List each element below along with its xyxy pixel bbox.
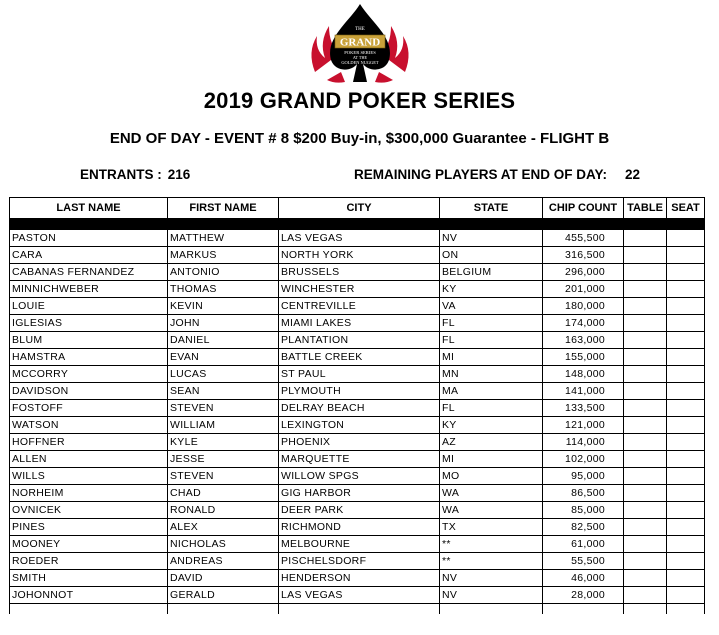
table-row xyxy=(10,451,705,468)
cell-seat xyxy=(667,417,705,434)
cell-seat xyxy=(667,570,705,587)
cell-table xyxy=(624,570,667,587)
cell-first-name: RONALD xyxy=(168,502,279,519)
table-row xyxy=(10,247,705,264)
table-row xyxy=(10,281,705,298)
cell-city: GIG HARBOR xyxy=(279,485,440,502)
cell-seat xyxy=(667,434,705,451)
cell-last-name: FOSTOFF xyxy=(10,400,168,417)
cell-seat xyxy=(667,485,705,502)
cell-first-name: ALEX xyxy=(168,519,279,536)
table-row xyxy=(10,434,705,451)
table-row xyxy=(10,400,705,417)
empty-cell xyxy=(543,604,624,615)
cell-last-name: CARA xyxy=(10,247,168,264)
cell-table xyxy=(624,298,667,315)
cell-chip-count: 61,000 xyxy=(543,536,624,553)
cell-city: PHOENIX xyxy=(279,434,440,451)
table-row xyxy=(10,519,705,536)
cell-chip-count: 174,000 xyxy=(543,315,624,332)
cell-chip-count: 316,500 xyxy=(543,247,624,264)
cell-state: MA xyxy=(440,383,543,400)
cell-first-name: ANDREAS xyxy=(168,553,279,570)
cell-table xyxy=(624,349,667,366)
cell-table xyxy=(624,315,667,332)
cell-seat xyxy=(667,451,705,468)
cell-table xyxy=(624,536,667,553)
table-row xyxy=(10,332,705,349)
logo-text-golden-nugget: GOLDEN NUGGET xyxy=(341,60,379,65)
cell-seat xyxy=(667,230,705,247)
table-row xyxy=(10,536,705,553)
cell-first-name: JOHN xyxy=(168,315,279,332)
remaining-label: REMAINING PLAYERS AT END OF DAY: xyxy=(354,167,608,182)
cell-chip-count: 82,500 xyxy=(543,519,624,536)
cell-city: WINCHESTER xyxy=(279,281,440,298)
cell-seat xyxy=(667,400,705,417)
cell-last-name: MINNICHWEBER xyxy=(10,281,168,298)
event-subtitle: END OF DAY - EVENT # 8 $200 Buy-in, $300,000 Guarantee - FLIGHT B xyxy=(109,130,610,147)
cell-last-name: LOUIE xyxy=(10,298,168,315)
cell-last-name: IGLESIAS xyxy=(10,315,168,332)
cell-city: RICHMOND xyxy=(279,519,440,536)
cell-table xyxy=(624,400,667,417)
table-row xyxy=(10,298,705,315)
cell-table xyxy=(624,451,667,468)
cell-chip-count: 455,500 xyxy=(543,230,624,247)
entrants-label: ENTRANTS : xyxy=(80,167,162,182)
header-state: STATE xyxy=(440,198,543,219)
cell-state: FL xyxy=(440,400,543,417)
cell-city: LAS VEGAS xyxy=(279,587,440,604)
cell-last-name: CABANAS FERNANDEZ xyxy=(10,264,168,281)
cell-seat xyxy=(667,315,705,332)
cell-city: LAS VEGAS xyxy=(279,230,440,247)
cell-first-name: JESSE xyxy=(168,451,279,468)
cell-city: ST PAUL xyxy=(279,366,440,383)
cell-chip-count: 95,000 xyxy=(543,468,624,485)
cell-last-name: SMITH xyxy=(10,570,168,587)
cell-chip-count: 180,000 xyxy=(543,298,624,315)
cell-state: AZ xyxy=(440,434,543,451)
cell-last-name: HAMSTRA xyxy=(10,349,168,366)
cell-last-name: HOFFNER xyxy=(10,434,168,451)
table-row xyxy=(10,587,705,604)
header-divider-bar xyxy=(10,219,705,230)
cell-seat xyxy=(667,298,705,315)
empty-cell xyxy=(667,604,705,615)
cell-state: ** xyxy=(440,536,543,553)
cell-chip-count: 121,000 xyxy=(543,417,624,434)
cell-city: MARQUETTE xyxy=(279,451,440,468)
table-row xyxy=(10,570,705,587)
cell-first-name: SEAN xyxy=(168,383,279,400)
cell-first-name: STEVEN xyxy=(168,400,279,417)
cell-seat xyxy=(667,536,705,553)
cell-state: KY xyxy=(440,281,543,298)
table-row-empty xyxy=(10,604,705,615)
cell-table xyxy=(624,332,667,349)
cell-state: KY xyxy=(440,417,543,434)
cell-city: LEXINGTON xyxy=(279,417,440,434)
cell-first-name: DANIEL xyxy=(168,332,279,349)
cell-seat xyxy=(667,553,705,570)
cell-city: CENTREVILLE xyxy=(279,298,440,315)
cell-table xyxy=(624,383,667,400)
cell-state: TX xyxy=(440,519,543,536)
cell-city: PLYMOUTH xyxy=(279,383,440,400)
cell-state: VA xyxy=(440,298,543,315)
cell-city: WILLOW SPGS xyxy=(279,468,440,485)
table-row xyxy=(10,502,705,519)
cell-state: FL xyxy=(440,332,543,349)
cell-seat xyxy=(667,281,705,298)
cell-last-name: WILLS xyxy=(10,468,168,485)
cell-first-name: CHAD xyxy=(168,485,279,502)
logo-text-grand: GRAND xyxy=(339,36,381,49)
cell-seat xyxy=(667,468,705,485)
table-row xyxy=(10,366,705,383)
cell-chip-count: 155,000 xyxy=(543,349,624,366)
cell-first-name: ANTONIO xyxy=(168,264,279,281)
cell-state: WA xyxy=(440,502,543,519)
cell-state: ON xyxy=(440,247,543,264)
table-row xyxy=(10,383,705,400)
cell-state: MN xyxy=(440,366,543,383)
empty-cell xyxy=(279,604,440,615)
cell-state: MI xyxy=(440,349,543,366)
cell-chip-count: 46,000 xyxy=(543,570,624,587)
cell-chip-count: 102,000 xyxy=(543,451,624,468)
cell-table xyxy=(624,519,667,536)
cell-last-name: JOHONNOT xyxy=(10,587,168,604)
cell-state: BELGIUM xyxy=(440,264,543,281)
page-title: 2019 GRAND POKER SERIES xyxy=(203,88,516,113)
cell-chip-count: 86,500 xyxy=(543,485,624,502)
cell-city: PISCHELSDORF xyxy=(279,553,440,570)
cell-city: MIAMI LAKES xyxy=(279,315,440,332)
cell-last-name: BLUM xyxy=(10,332,168,349)
cell-city: DEER PARK xyxy=(279,502,440,519)
remaining-value: 22 xyxy=(625,167,641,182)
cell-table xyxy=(624,247,667,264)
cell-seat xyxy=(667,349,705,366)
table-row xyxy=(10,417,705,434)
header-last-name: LAST NAME xyxy=(10,198,168,219)
cell-state: NV xyxy=(440,587,543,604)
cell-table xyxy=(624,587,667,604)
cell-table xyxy=(624,468,667,485)
cell-city: MELBOURNE xyxy=(279,536,440,553)
cell-seat xyxy=(667,383,705,400)
table-row xyxy=(10,264,705,281)
cell-table xyxy=(624,485,667,502)
cell-table xyxy=(624,264,667,281)
cell-last-name: PASTON xyxy=(10,230,168,247)
table-header-row xyxy=(10,198,705,219)
table-row xyxy=(10,485,705,502)
header-seat: SEAT xyxy=(667,198,705,219)
cell-seat xyxy=(667,502,705,519)
cell-chip-count: 28,000 xyxy=(543,587,624,604)
cell-first-name: STEVEN xyxy=(168,468,279,485)
cell-chip-count: 55,500 xyxy=(543,553,624,570)
logo-text-the: THE xyxy=(355,27,365,32)
cell-table xyxy=(624,366,667,383)
cell-first-name: MARKUS xyxy=(168,247,279,264)
cell-state: FL xyxy=(440,315,543,332)
chip-count-table xyxy=(9,197,705,614)
entrants-info xyxy=(80,167,190,182)
cell-city: NORTH YORK xyxy=(279,247,440,264)
cell-first-name: LUCAS xyxy=(168,366,279,383)
header-chip-count: CHIP COUNT xyxy=(543,198,624,219)
entrants-value: 216 xyxy=(167,167,191,182)
cell-state: WA xyxy=(440,485,543,502)
cell-chip-count: 141,000 xyxy=(543,383,624,400)
cell-seat xyxy=(667,264,705,281)
cell-last-name: OVNICEK xyxy=(10,502,168,519)
cell-first-name: THOMAS xyxy=(168,281,279,298)
cell-first-name: GERALD xyxy=(168,587,279,604)
cell-city: PLANTATION xyxy=(279,332,440,349)
table-row xyxy=(10,230,705,247)
cell-last-name: MCCORRY xyxy=(10,366,168,383)
cell-first-name: WILLIAM xyxy=(168,417,279,434)
cell-table xyxy=(624,553,667,570)
cell-chip-count: 163,000 xyxy=(543,332,624,349)
logo-text-poker-series: POKER SERIES xyxy=(344,50,376,55)
cell-chip-count: 201,000 xyxy=(543,281,624,298)
cell-last-name: MOONEY xyxy=(10,536,168,553)
cell-first-name: KYLE xyxy=(168,434,279,451)
table-row xyxy=(10,349,705,366)
cell-city: HENDERSON xyxy=(279,570,440,587)
cell-chip-count: 85,000 xyxy=(543,502,624,519)
empty-cell xyxy=(168,604,279,615)
remaining-players-info xyxy=(354,167,640,182)
cell-last-name: WATSON xyxy=(10,417,168,434)
cell-first-name: MATTHEW xyxy=(168,230,279,247)
table-row xyxy=(10,553,705,570)
cell-table xyxy=(624,281,667,298)
cell-last-name: ROEDER xyxy=(10,553,168,570)
cell-chip-count: 296,000 xyxy=(543,264,624,281)
header-first-name: FIRST NAME xyxy=(168,198,279,219)
cell-table xyxy=(624,434,667,451)
cell-city: DELRAY BEACH xyxy=(279,400,440,417)
cell-table xyxy=(624,417,667,434)
logo-text-at-the: AT THE xyxy=(352,55,368,60)
cell-last-name: ALLEN xyxy=(10,451,168,468)
cell-first-name: EVAN xyxy=(168,349,279,366)
cell-chip-count: 114,000 xyxy=(543,434,624,451)
cell-state: MI xyxy=(440,451,543,468)
cell-city: BATTLE CREEK xyxy=(279,349,440,366)
empty-cell xyxy=(624,604,667,615)
cell-first-name: KEVIN xyxy=(168,298,279,315)
cell-state: NV xyxy=(440,570,543,587)
cell-state: NV xyxy=(440,230,543,247)
cell-chip-count: 133,500 xyxy=(543,400,624,417)
table-row xyxy=(10,315,705,332)
cell-seat xyxy=(667,366,705,383)
empty-cell xyxy=(440,604,543,615)
cell-state: MO xyxy=(440,468,543,485)
table-row xyxy=(10,468,705,485)
cell-table xyxy=(624,502,667,519)
grand-poker-series-logo xyxy=(305,2,415,88)
cell-seat xyxy=(667,519,705,536)
cell-last-name: NORHEIM xyxy=(10,485,168,502)
cell-last-name: DAVIDSON xyxy=(10,383,168,400)
cell-table xyxy=(624,230,667,247)
cell-last-name: PINES xyxy=(10,519,168,536)
header-city: CITY xyxy=(279,198,440,219)
empty-cell xyxy=(10,604,168,615)
cell-first-name: DAVID xyxy=(168,570,279,587)
cell-chip-count: 148,000 xyxy=(543,366,624,383)
cell-first-name: NICHOLAS xyxy=(168,536,279,553)
header-table: TABLE xyxy=(624,198,667,219)
cell-seat xyxy=(667,587,705,604)
cell-state: ** xyxy=(440,553,543,570)
cell-city: BRUSSELS xyxy=(279,264,440,281)
cell-seat xyxy=(667,332,705,349)
cell-seat xyxy=(667,247,705,264)
